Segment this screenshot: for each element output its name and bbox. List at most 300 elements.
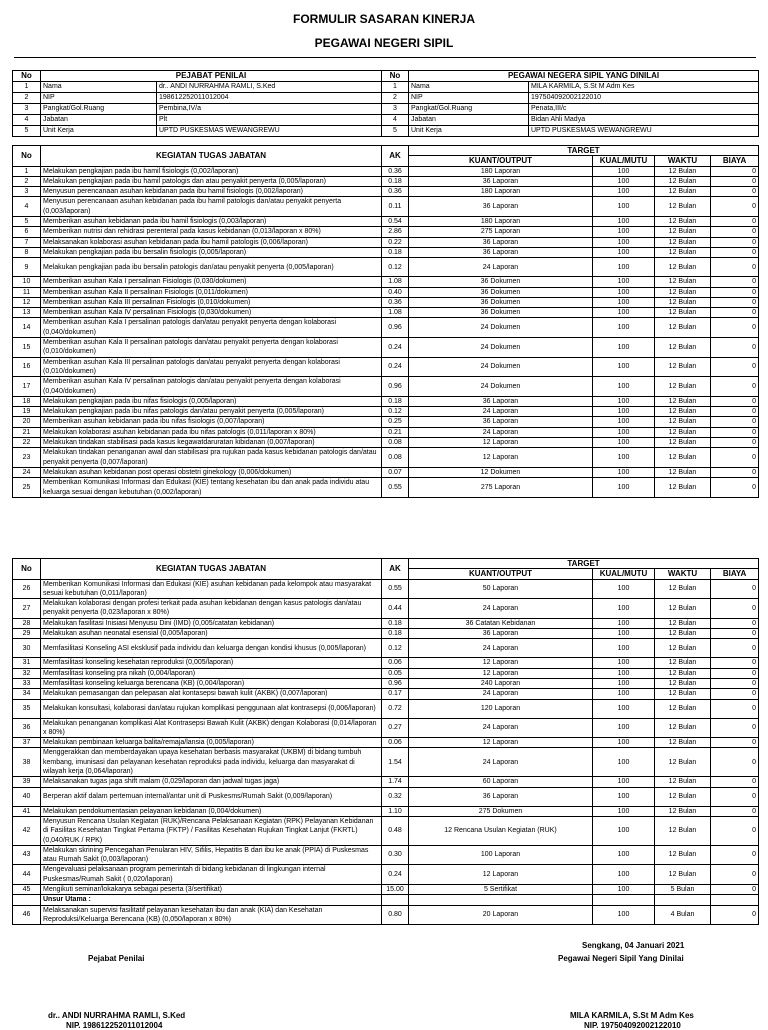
task-biaya: 0 [711, 427, 759, 437]
task-no: 39 [13, 777, 41, 787]
task-kual: 100 [593, 845, 655, 865]
task-waktu: 12 Bulan [655, 417, 711, 427]
task-no: 17 [13, 377, 41, 397]
task-row [13, 699, 759, 718]
task-ak: 0.18 [382, 629, 409, 639]
task-waktu: 12 Bulan [655, 668, 711, 678]
task-kuant: 36 Laporan [409, 247, 593, 257]
task-ak: 0.80 [382, 905, 409, 925]
task-kual: 100 [593, 258, 655, 277]
task-ak: 0.24 [382, 357, 409, 377]
task-no: 18 [13, 396, 41, 406]
task-kuant: 24 Laporan [409, 689, 593, 699]
task-waktu: 12 Bulan [655, 865, 711, 885]
task-kual: 100 [593, 689, 655, 699]
task-biaya: 0 [711, 748, 759, 777]
task-ak: 0.08 [382, 448, 409, 468]
task-waktu: 12 Bulan [655, 308, 711, 318]
task-kual: 100 [593, 217, 655, 227]
task-kual: 100 [593, 247, 655, 257]
identity-row [13, 82, 759, 93]
task-biaya: 0 [711, 277, 759, 287]
task-kual: 100 [593, 187, 655, 197]
task-kuant: 24 Dokumen [409, 377, 593, 397]
task-ak: 0.18 [382, 247, 409, 257]
task-waktu: 12 Bulan [655, 287, 711, 297]
task-no: 2 [13, 176, 41, 186]
task-kuant: 24 Laporan [409, 258, 593, 277]
task-waktu: 12 Bulan [655, 748, 711, 777]
task-ak: 0.18 [382, 396, 409, 406]
form-subtitle: PEGAWAI NEGERI SIPIL [314, 36, 454, 50]
task2-col-no: No [13, 559, 41, 580]
task-ak: 1.10 [382, 806, 409, 816]
task-desc: Menyusun perencanaan asuhan kebidanan pada ibu hamil fisiologis (0,002/laporan) [41, 187, 382, 197]
task-waktu: 12 Bulan [655, 777, 711, 787]
task-no: 10 [13, 277, 41, 287]
identity-row [13, 126, 759, 137]
task-col-ak: AK [382, 146, 409, 167]
task-no: 19 [13, 407, 41, 417]
task-desc: Memfasilitasi konseling pra nikah (0,004/laporan) [41, 668, 382, 678]
task-waktu: 12 Bulan [655, 237, 711, 247]
task-kual: 100 [593, 396, 655, 406]
task-desc: Memberikan asuhan Kala IV persalinan Fisiologis (0,030/dokumen) [41, 308, 382, 318]
task-no: 26 [13, 579, 41, 599]
identity-no-right: 4 [382, 115, 409, 126]
task-row [13, 478, 759, 498]
task-kuant: 36 Laporan [409, 396, 593, 406]
task-biaya: 0 [711, 166, 759, 176]
task-waktu: 12 Bulan [655, 618, 711, 628]
task-kuant: 50 Laporan [409, 579, 593, 599]
task-kuant: 100 Laporan [409, 845, 593, 865]
task-biaya: 0 [711, 816, 759, 845]
task-biaya: 0 [711, 579, 759, 599]
task-kuant: 12 Laporan [409, 668, 593, 678]
task-kuant: 36 Catatan Kebidanan [409, 618, 593, 628]
identity-value-right: MILA KARMILA, S.St M Adm Kes [529, 82, 759, 93]
task-desc: Melakukan kolaborasi dengan profesi terkait pada asuhan kebidanan dengan kasus patologis dan/atau penyakit penyerta (0,023/laporan x 80%) [41, 599, 382, 619]
task-no: 15 [13, 338, 41, 358]
task-row [13, 297, 759, 307]
task-kual: 100 [593, 277, 655, 287]
task-waktu: 12 Bulan [655, 187, 711, 197]
task-kual: 100 [593, 699, 655, 718]
task-kuant: 120 Laporan [409, 699, 593, 718]
task-kual: 100 [593, 237, 655, 247]
task2-col-biaya: BIAYA [711, 569, 759, 579]
task-biaya: 0 [711, 227, 759, 237]
task-row [13, 258, 759, 277]
task-row [13, 407, 759, 417]
task-biaya: 0 [711, 377, 759, 397]
task-desc: Memberikan asuhan Kala II persalinan Fisiologis (0,011/dokumen) [41, 287, 382, 297]
task-biaya: 0 [711, 618, 759, 628]
task-kual: 100 [593, 197, 655, 217]
task-kual: 100 [593, 777, 655, 787]
task-biaya [711, 895, 759, 905]
task-ak: 0.55 [382, 579, 409, 599]
task-ak: 0.05 [382, 668, 409, 678]
task-desc: Melakukan pengkajian pada ibu hamil fisiologis (0,002/laporan) [41, 166, 382, 176]
task-desc: Berperan aktif dalam pertemuan internal/antar unit di Puskesms/Rumah Sakit (0,009/laporan) [41, 787, 382, 806]
task-desc: Melakukan tindakan stabilisasi pada kasus kegawatdaruratan kibidanan (0,007/laporan) [41, 438, 382, 448]
task-kual: 100 [593, 227, 655, 237]
task-col-no: No [13, 146, 41, 167]
task-biaya: 0 [711, 478, 759, 498]
task-kual: 100 [593, 308, 655, 318]
task-kuant: 12 Laporan [409, 738, 593, 748]
task-row [13, 166, 759, 176]
task-kuant: 24 Dokumen [409, 338, 593, 358]
task-biaya: 0 [711, 197, 759, 217]
task-col-kegiatan: KEGIATAN TUGAS JABATAN [41, 146, 382, 167]
task-desc: Memfasilitasi konseling kesehatan reproduksi (0,005/laporan) [41, 658, 382, 668]
task-waktu: 4 Bulan [655, 905, 711, 925]
task-kuant: 24 Laporan [409, 407, 593, 417]
task-no: 16 [13, 357, 41, 377]
identity-label: Jabatan [41, 115, 157, 126]
task-ak: 0.36 [382, 166, 409, 176]
identity-label: Unit Kerja [41, 126, 157, 137]
task-biaya: 0 [711, 247, 759, 257]
task-ak: 0.55 [382, 478, 409, 498]
task-ak: 1.08 [382, 277, 409, 287]
task-biaya: 0 [711, 318, 759, 338]
task-kuant: 36 Laporan [409, 787, 593, 806]
task-waktu: 12 Bulan [655, 407, 711, 417]
task-ak: 0.25 [382, 417, 409, 427]
task-no: 46 [13, 905, 41, 925]
task-kuant: 180 Laporan [409, 187, 593, 197]
task-kual: 100 [593, 297, 655, 307]
task-waktu: 12 Bulan [655, 699, 711, 718]
task-kuant: 36 Dokumen [409, 297, 593, 307]
task-ak: 0.36 [382, 297, 409, 307]
task-kuant: 12 Laporan [409, 658, 593, 668]
task-ak: 0.72 [382, 699, 409, 718]
task-kual: 100 [593, 467, 655, 477]
section-label: Unsur Utama : [41, 895, 382, 905]
task-row [13, 599, 759, 619]
task-no: 32 [13, 668, 41, 678]
task-kual: 100 [593, 787, 655, 806]
task-desc: Melaksanakan tugas jaga shift malam (0,029/laporan dan jadwal tugas jaga) [41, 777, 382, 787]
task-waktu: 12 Bulan [655, 579, 711, 599]
task-no: 30 [13, 639, 41, 658]
task-biaya: 0 [711, 338, 759, 358]
task-waktu: 12 Bulan [655, 277, 711, 287]
task-biaya: 0 [711, 787, 759, 806]
task-ak: 0.96 [382, 377, 409, 397]
task-waktu [655, 895, 711, 905]
task-kual: 100 [593, 599, 655, 619]
identity-table [12, 70, 759, 137]
task-desc: Memberikan asuhan Kala IV persalinan patologis dan/atau penyakit penyerta dengan kolaborasi (0,040/dokumen) [41, 377, 382, 397]
task2-col-target: TARGET [409, 559, 759, 569]
task-row [13, 689, 759, 699]
task-desc: Memberikan asuhan kebidanan pada ibu hamil fisiologis (0,003/laporan) [41, 217, 382, 227]
task-no: 35 [13, 699, 41, 718]
task-waktu: 12 Bulan [655, 678, 711, 688]
task-ak: 0.54 [382, 217, 409, 227]
task-desc: Melaksanakan supervisi fasilitatif pelayanan kesehatan ibu dan anak (KIA) dan Kesehatan Reproduksi/Keluarga Berencana (KB) (0,050/laporan x 80%) [41, 905, 382, 925]
task-desc: Melakukan asuhan neonatal esensial (0,005/laporan) [41, 629, 382, 639]
task-kual: 100 [593, 318, 655, 338]
task-desc: Memberikan asuhan Kala III persalinan patologis dan/atau penyakit penyerta dengan kolaborasi (0,010/dokumen) [41, 357, 382, 377]
task-ak: 0.48 [382, 816, 409, 845]
task-desc: Melakukan pembinaan keluarga balita/remaja/lansia (0,005/laporan) [41, 738, 382, 748]
identity-value-right: UPTD PUSKESMAS WEWANGREWU [529, 126, 759, 137]
task-no: 45 [13, 885, 41, 895]
task-biaya: 0 [711, 629, 759, 639]
task-waktu: 12 Bulan [655, 227, 711, 237]
task-kual: 100 [593, 678, 655, 688]
task-ak: 1.54 [382, 748, 409, 777]
task-ak: 1.08 [382, 308, 409, 318]
task-row [13, 176, 759, 186]
signature-left-name: dr.. ANDI NURRAHMA RAMLI, S.Ked [48, 1011, 186, 1020]
task-no: 7 [13, 237, 41, 247]
task-desc: Menyusun perencanaan asuhan kebidanan pada ibu hamil patologis dan/atau penyakit penyerta (0,003/laporan) [41, 197, 382, 217]
task-ak: 0.06 [382, 738, 409, 748]
task-biaya: 0 [711, 668, 759, 678]
task-ak: 0.12 [382, 407, 409, 417]
task-no: 14 [13, 318, 41, 338]
task-waktu: 12 Bulan [655, 338, 711, 358]
task-biaya: 0 [711, 658, 759, 668]
task-desc: Memberikan asuhan Kala II persalinan patologis dan/atau penyakit penyerta dengan kolaborasi (0,010/dokumen) [41, 338, 382, 358]
task-biaya: 0 [711, 806, 759, 816]
task-kuant: 36 Dokumen [409, 308, 593, 318]
identity-no: 5 [13, 126, 41, 137]
task-kuant: 36 Laporan [409, 197, 593, 217]
identity-right-title: PEGAWAI NEGERA SIPIL YANG DINILAI [409, 71, 759, 82]
task-waktu: 12 Bulan [655, 738, 711, 748]
task-ak: 0.32 [382, 787, 409, 806]
task-kuant: 24 Laporan [409, 748, 593, 777]
identity-value: Plt [157, 115, 382, 126]
task-ak: 0.27 [382, 718, 409, 738]
task-desc: Melakukan pengkajian pada ibu bersalin fisiologis (0,005/laporan) [41, 247, 382, 257]
task-no: 1 [13, 166, 41, 176]
task-no: 28 [13, 618, 41, 628]
form-title: FORMULIR SASARAN KINERJA [292, 12, 475, 26]
task-ak: 0.24 [382, 865, 409, 885]
task-waktu: 12 Bulan [655, 217, 711, 227]
task-waktu: 12 Bulan [655, 599, 711, 619]
task-desc: Menggerakkan dan memberdayakan upaya kesehatan berbasis masyarakat (UKBM) di bidang tumbuh kembang, imunisasi dan pelayanan kesehatan reproduksi pada individu, keluarga dan masyarakat di wilayah kerja (0,064/laporan) [41, 748, 382, 777]
task-no: 38 [13, 748, 41, 777]
task-desc: Melakukan fasilitasi Inisiasi Menyusu Dini (IMD) (0,005/catatan kebidanan) [41, 618, 382, 628]
task-biaya: 0 [711, 417, 759, 427]
task-desc: Memberikan nutrisi dan rehidrasi perenteral pada kasus kebidanan (0,013/laporan x 80%) [41, 227, 382, 237]
task-desc: Memfasilitasi Konseling ASI eksklusif pada individu dan keluarga dengan kondisi khusus (0,005/laporan) [41, 639, 382, 658]
task-kuant: 36 Laporan [409, 237, 593, 247]
task-waktu: 12 Bulan [655, 357, 711, 377]
task-ak: 0.44 [382, 599, 409, 619]
identity-label-right: Nama [409, 82, 529, 93]
signature-left-nip: NIP. 198612252011012004 [66, 1021, 163, 1030]
task-biaya: 0 [711, 217, 759, 227]
task-waktu: 12 Bulan [655, 297, 711, 307]
task-row [13, 678, 759, 688]
task-desc: Melakukan konsultasi, kolaborasi dan/atau rujukan komplikasi penggunaan alat kontrasepsi (0,006/laporan) [41, 699, 382, 718]
task-kuant: 12 Rencana Usulan Kegiatan (RUK) [409, 816, 593, 845]
task-waktu: 12 Bulan [655, 787, 711, 806]
task-waktu: 12 Bulan [655, 806, 711, 816]
task-biaya: 0 [711, 308, 759, 318]
task-row [13, 467, 759, 477]
task-row [13, 247, 759, 257]
task-desc: Melakukan tindakan penanganan awal dan stabilisasi pra rujukan pada kasus kebidanan patologis dan/atau penyakit penyerta (0,007/laporan) [41, 448, 382, 468]
task-biaya: 0 [711, 297, 759, 307]
identity-left-title: PEJABAT PENILAI [41, 71, 382, 82]
task-row [13, 579, 759, 599]
task-waktu: 12 Bulan [655, 478, 711, 498]
task-biaya: 0 [711, 287, 759, 297]
task-kual: 100 [593, 816, 655, 845]
task-no: 24 [13, 467, 41, 477]
task-kuant: 24 Laporan [409, 427, 593, 437]
task2-col-kuant: KUANT/OUTPUT [409, 569, 593, 579]
task-ak: 0.22 [382, 237, 409, 247]
task-kuant: 36 Dokumen [409, 277, 593, 287]
task-row [13, 318, 759, 338]
task-waktu: 12 Bulan [655, 467, 711, 477]
task-waktu: 12 Bulan [655, 629, 711, 639]
task-waktu: 5 Bulan [655, 885, 711, 895]
task-ak: 0.07 [382, 467, 409, 477]
identity-value-right: Penata,III/c [529, 104, 759, 115]
task-kuant: 275 Dokumen [409, 806, 593, 816]
task-row [13, 396, 759, 406]
identity-no-right: 1 [382, 82, 409, 93]
task-ak: 0.18 [382, 176, 409, 186]
task-ak: 0.12 [382, 639, 409, 658]
task-no: 13 [13, 308, 41, 318]
task-biaya: 0 [711, 718, 759, 738]
task-biaya: 0 [711, 689, 759, 699]
task-no: 23 [13, 448, 41, 468]
task-no: 25 [13, 478, 41, 498]
task-kual: 100 [593, 287, 655, 297]
task-kual: 100 [593, 338, 655, 358]
task-kuant: 5 Sertifikat [409, 885, 593, 895]
identity-no-right: 2 [382, 93, 409, 104]
task-no: 42 [13, 816, 41, 845]
identity-value-right: Bidan Ahli Madya [529, 115, 759, 126]
task-kual: 100 [593, 748, 655, 777]
task-no: 44 [13, 865, 41, 885]
task-biaya: 0 [711, 885, 759, 895]
identity-no-right: 5 [382, 126, 409, 137]
task-waktu: 12 Bulan [655, 639, 711, 658]
task-ak: 0.30 [382, 845, 409, 865]
identity-row [13, 115, 759, 126]
task-row [13, 845, 759, 865]
task-no: 5 [13, 217, 41, 227]
task-desc: Melakukan pengkajian pada ibu hamil patologis dan atau penyakit penyerta (0,005/laporan) [41, 176, 382, 186]
task-ak: 15.00 [382, 885, 409, 895]
task-ak: 0.18 [382, 618, 409, 628]
signature-place-date: Sengkang, 04 Januari 2021 [582, 941, 685, 950]
task-no [13, 895, 41, 905]
task-ak: 0.17 [382, 689, 409, 699]
task-row [13, 865, 759, 885]
task-kuant: 36 Laporan [409, 629, 593, 639]
task-desc: Mengevaluasi pelaksanaan program pemerintah di bidang kebidanan di lingkungan internal Puskesmas/Rumah Sakit ( 0,020/laporan) [41, 865, 382, 885]
task-row [13, 187, 759, 197]
task-ak: 0.40 [382, 287, 409, 297]
task-row [13, 277, 759, 287]
task-kual: 100 [593, 417, 655, 427]
task-desc: Melakukan pemasangan dan pelepasan alat kontasepsi bawah kulit (AKBK) (0,007/laporan) [41, 689, 382, 699]
task-kuant: 24 Laporan [409, 639, 593, 658]
task-col-target: TARGET [409, 146, 759, 156]
task-row [13, 777, 759, 787]
task-kual: 100 [593, 377, 655, 397]
task-no: 34 [13, 689, 41, 699]
task-waktu: 12 Bulan [655, 166, 711, 176]
task-kual: 100 [593, 438, 655, 448]
task-no: 6 [13, 227, 41, 237]
task-kual: 100 [593, 357, 655, 377]
task2-col-kegiatan: KEGIATAN TUGAS JABATAN [41, 559, 382, 580]
task-row [13, 417, 759, 427]
task-desc: Melakukan kolaborasi asuhan kebidanan pada ibu nifas patologis (0,011/laporan x 80%) [41, 427, 382, 437]
signature-right-role: Pegawai Negeri Sipil Yang Dinilai [558, 954, 684, 963]
task-no: 21 [13, 427, 41, 437]
task-no: 41 [13, 806, 41, 816]
task-kual [593, 895, 655, 905]
task-row [13, 237, 759, 247]
task-no: 11 [13, 287, 41, 297]
task-ak: 2.86 [382, 227, 409, 237]
task-waktu: 12 Bulan [655, 658, 711, 668]
task-kuant: 12 Laporan [409, 865, 593, 885]
task-ak: 0.08 [382, 438, 409, 448]
task-waktu: 12 Bulan [655, 689, 711, 699]
identity-label-right: Pangkat/Gol.Ruang [409, 104, 529, 115]
title-divider [14, 57, 756, 58]
task-desc: Melakukan pengkajian pada ibu bersalin patologis dan/atau penyakit penyerta (0,005/laporan) [41, 258, 382, 277]
task-kual: 100 [593, 448, 655, 468]
task-kual: 100 [593, 618, 655, 628]
task-ak: 1.74 [382, 777, 409, 787]
task-row [13, 806, 759, 816]
task-row [13, 668, 759, 678]
task-row [13, 639, 759, 658]
task-row [13, 308, 759, 318]
identity-col-no-right: No [382, 71, 409, 82]
task-kuant: 240 Laporan [409, 678, 593, 688]
section-row [13, 895, 759, 905]
task-biaya: 0 [711, 438, 759, 448]
task-desc: Memberikan Komunikasi Informasi dan Edukasi (KIE) tentang kesehatan ibu dan anak pada individu atau keluarga sesuai dengan kebutuhan (0,002/laporan) [41, 478, 382, 498]
task-col-biaya: BIAYA [711, 156, 759, 166]
task-waktu: 12 Bulan [655, 176, 711, 186]
task-no: 20 [13, 417, 41, 427]
identity-label: Nama [41, 82, 157, 93]
task-ak [382, 895, 409, 905]
task-biaya: 0 [711, 845, 759, 865]
task-kuant: 180 Laporan [409, 166, 593, 176]
task-kuant: 275 Laporan [409, 478, 593, 498]
task-waktu: 12 Bulan [655, 845, 711, 865]
task-kual: 100 [593, 166, 655, 176]
